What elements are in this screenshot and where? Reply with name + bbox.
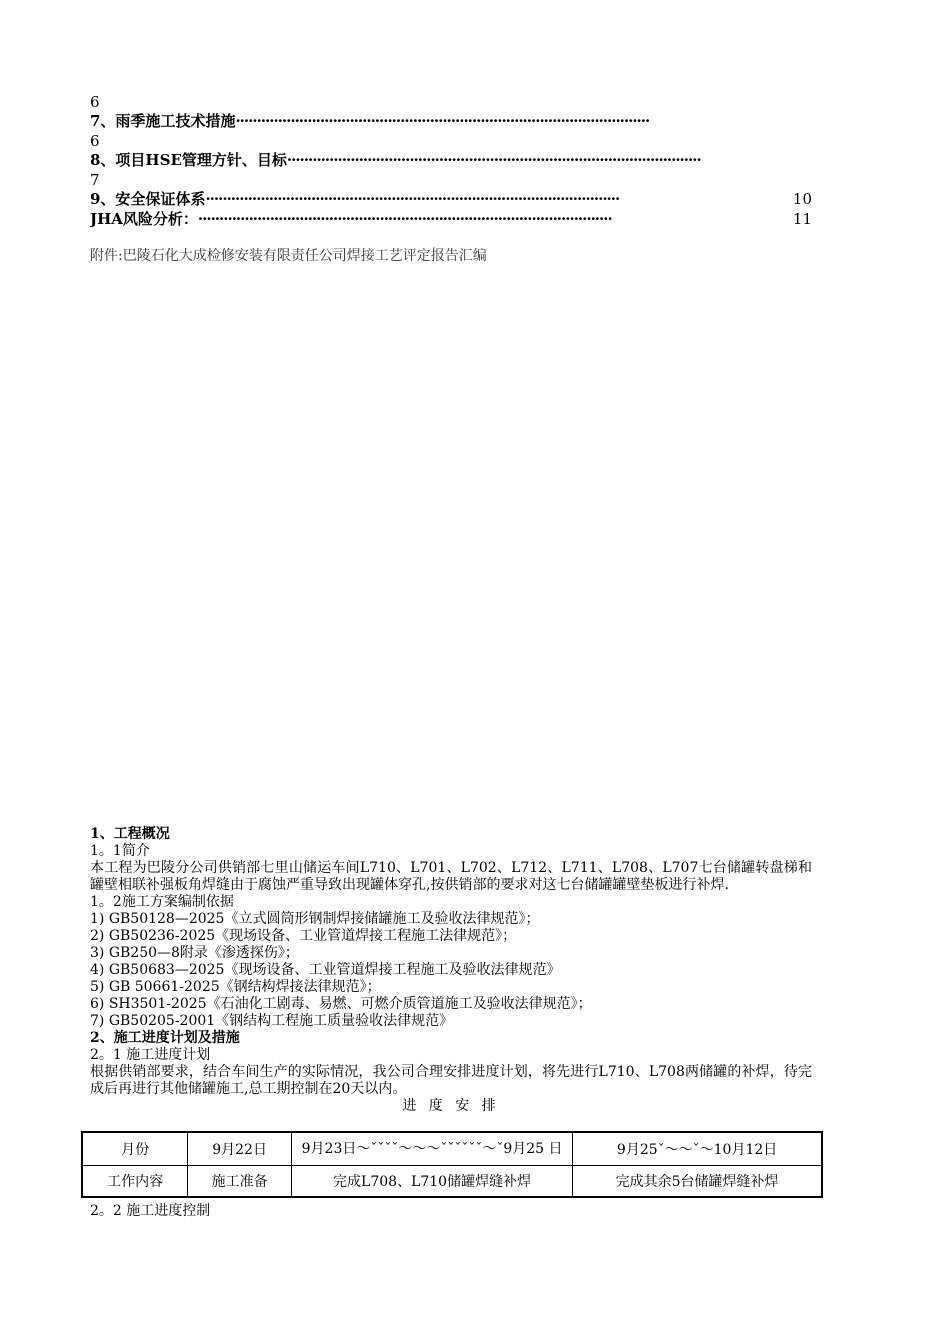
subsection-heading: 1。2施工方案编制依据 (90, 894, 234, 910)
toc-entry-title: 7、雨季施工技术措施 (90, 112, 236, 130)
table-cell: 月份 (82, 1132, 188, 1166)
table-cell: 9月25ˇ～～ˇ～10月12日 (573, 1132, 822, 1166)
reference-item: 4) GB50683—2025《现场设备、工业管道焊接工程施工及验收法律规范》 (90, 962, 561, 978)
subsection-heading: 2。1 施工进度计划 (90, 1047, 211, 1063)
table-cell: 9月23日～ˇˇˇˇ～～～ˇˇˇˇˇˇ～ˇ9月25 日 (291, 1132, 572, 1166)
toc-leader-dots: ·································································································· (235, 112, 650, 130)
table-of-contents (90, 92, 812, 229)
reference-item: 2) GB50236-2025《现场设备、工业管道焊接工程施工法律规范》； (90, 928, 517, 944)
paragraph: 本工程为巴陵分公司供销部七里山储运车间L710、L701、L702、L712、L711、L708、L707七台储罐转盘梯和罐壁相联补强板角焊缝由于腐蚀严重导致出现罐体穿孔,按供销部的要求对这七台储罐罐壁垫板进行补焊. (90, 860, 812, 893)
table-row (82, 1132, 822, 1166)
table-cell: 施工准备 (188, 1166, 292, 1198)
table-cell: 工作内容 (82, 1166, 188, 1198)
attachment-note: 附件:巴陵石化大成检修安装有限责任公司焊接工艺评定报告汇编 (90, 248, 487, 264)
schedule-table (81, 1131, 823, 1198)
toc-entry-page: 10 (792, 190, 812, 208)
toc-leader-dots: ·································································································· (286, 151, 701, 169)
toc-page-number: 6 (90, 93, 100, 111)
reference-item: 7) GB50205-2001《钢结构工程施工质量验收法律规范》 (90, 1013, 454, 1029)
toc-entry[interactable] (90, 209, 812, 229)
toc-page-number: 6 (90, 132, 100, 150)
table-row (82, 1166, 822, 1198)
table-cell: 9月22日 (188, 1132, 292, 1166)
subsection-heading: 2。2 施工进度控制 (90, 1203, 211, 1219)
table-cell: 完成L708、L710储罐焊缝补焊 (291, 1166, 572, 1198)
paragraph: 根据供销部要求，结合车间生产的实际情况，我公司合理安排进度计划，将先进行L710、L708两储罐的补焊，待完成后再进行其他储罐施工,总工期控制在20天以内。 (90, 1064, 812, 1097)
document-body (90, 826, 812, 1115)
toc-leader-dots: ·································································································· (205, 190, 620, 208)
toc-entry-page: 11 (792, 210, 812, 228)
reference-item: 5) GB 50661-2025《钢结构焊接法律规范》； (90, 979, 381, 995)
reference-item: 3) GB250—8附录《渗透探伤》； (90, 945, 299, 961)
toc-entry[interactable] (90, 189, 812, 209)
toc-entry[interactable] (90, 150, 812, 170)
toc-entry-title: JHA风险分析： (90, 210, 198, 228)
reference-item: 1) GB50128—2025《立式圆筒形钢制焊接储罐施工及验收法律规范》； (90, 911, 540, 927)
subsection-heading: 1。1简介 (90, 843, 150, 859)
toc-page-number: 7 (90, 171, 100, 189)
toc-entry-title: 9、安全保证体系 (90, 190, 206, 208)
schedule-title: 进 度 安 排 (402, 1098, 500, 1114)
section-heading: 2、施工进度计划及措施 (90, 1030, 240, 1046)
reference-item: 6) SH3501-2025《石油化工剧毒、易燃、可燃介质管道施工及验收法律规范》； (90, 996, 592, 1012)
toc-entry-title: 8、项目HSE管理方针、目标 (90, 151, 287, 169)
section-heading: 1、工程概况 (90, 826, 170, 842)
toc-leader-dots: ·································································································· (197, 210, 612, 228)
toc-entry[interactable] (90, 111, 812, 131)
table-cell: 完成其余5台储罐焊缝补焊 (573, 1166, 822, 1198)
